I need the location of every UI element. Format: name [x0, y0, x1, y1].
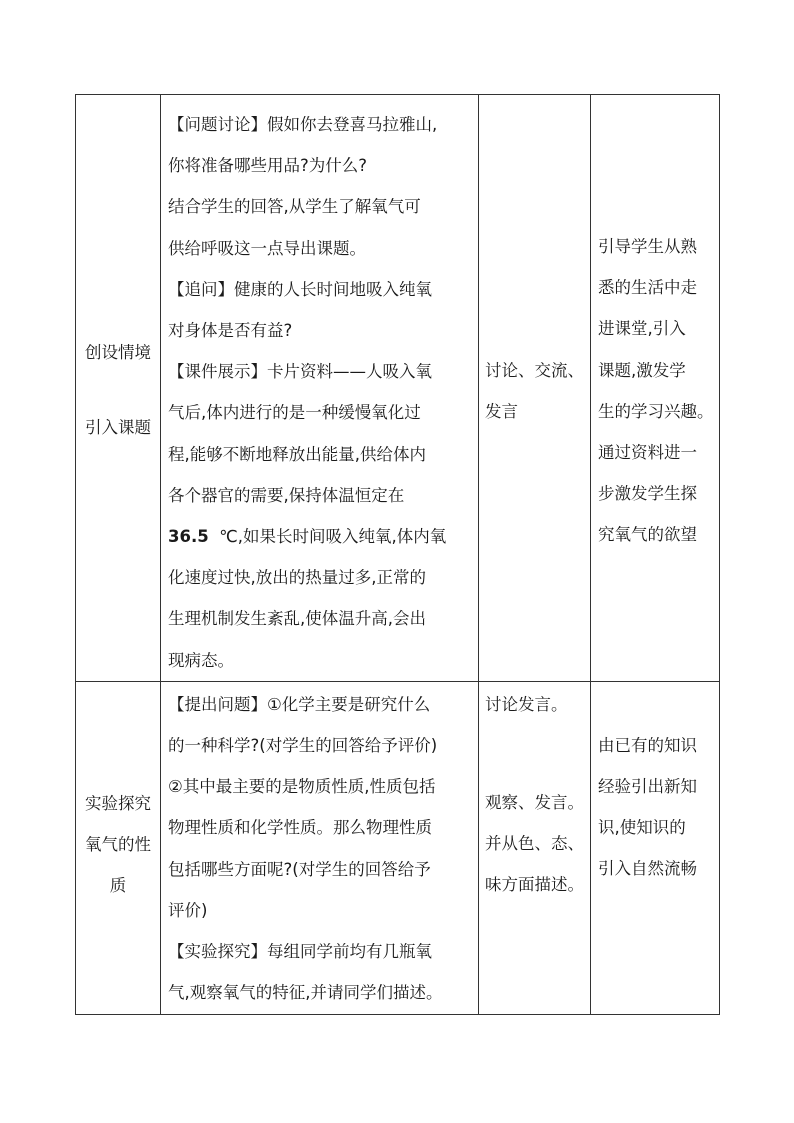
teacher-line-text: ℃,如果长时间吸入纯氧,体内氧	[219, 527, 447, 547]
teacher-line: 现病态。	[168, 650, 234, 670]
intent-line: 步激发学生探	[598, 484, 697, 504]
stage-cell	[76, 681, 161, 1014]
teacher-line: 程,能够不断地释放出能量,供给体内	[168, 444, 426, 464]
teacher-line: 气,观察氧气的特征,并请同学们描述。	[168, 983, 443, 1003]
stage-cell	[76, 95, 161, 682]
teacher-line: 结合学生的回答,从学生了解氧气可	[168, 197, 421, 217]
design-intent-cell	[591, 681, 720, 1014]
intent-line: 课题,激发学	[598, 360, 686, 380]
design-intent-cell	[591, 95, 720, 682]
teacher-line	[168, 516, 478, 557]
temperature-value: 36.5	[168, 527, 209, 547]
stage-label: 引入课题	[85, 417, 151, 437]
teacher-line: 【提出问题】①化学主要是研究什么	[168, 694, 431, 714]
teacher-line: 气后,体内进行的是一种缓慢氧化过	[168, 403, 421, 423]
teacher-line: 化速度过快,放出的热量过多,正常的	[168, 568, 426, 588]
teacher-activity-cell	[161, 681, 479, 1014]
teacher-line: 供给呼吸这一点导出课题。	[168, 238, 366, 258]
student-line: 讨论发言。	[485, 694, 568, 714]
teacher-line: 对身体是否有益?	[168, 321, 293, 341]
table-row	[76, 95, 720, 682]
teacher-line: 生理机制发生紊乱,使体温升高,会出	[168, 609, 426, 629]
teacher-line: 【追问】健康的人长时间地吸入纯氧	[168, 279, 432, 299]
intent-line: 识,使知识的	[598, 818, 686, 838]
intent-line: 通过资料进一	[598, 443, 697, 463]
intent-line: 生的学习兴趣。	[598, 401, 714, 421]
student-line: 观察、发言。	[485, 793, 584, 813]
student-line: 发言	[485, 402, 518, 422]
student-activity-cell	[479, 95, 591, 682]
teacher-line: ②其中最主要的是物质性质,性质包括	[168, 777, 436, 797]
intent-line: 经验引出新知	[598, 777, 697, 797]
intent-line: 悉的生活中走	[598, 278, 697, 298]
intent-line: 由已有的知识	[598, 735, 697, 755]
stage-label: 实验探究	[85, 794, 151, 814]
teacher-line: 各个器官的需要,保持体温恒定在	[168, 485, 405, 505]
student-line: 并从色、态、	[485, 834, 584, 854]
teacher-line: 【课件展示】卡片资料——人吸入氧	[168, 362, 432, 382]
stage-label: 质	[109, 876, 127, 896]
teacher-line: 的一种科学?(对学生的回答给予评价)	[168, 736, 438, 756]
teacher-line: 你将准备哪些用品?为什么?	[168, 156, 368, 176]
intent-line: 进课堂,引入	[598, 319, 686, 339]
teacher-activity-cell	[161, 95, 479, 682]
student-line: 讨论、交流、	[485, 361, 584, 380]
stage-label: 氧气的性	[85, 835, 151, 855]
intent-line: 引导学生从熟	[598, 237, 697, 256]
teacher-line: 评价)	[168, 900, 208, 920]
student-activity-cell	[479, 681, 591, 1014]
teacher-line: 【实验探究】每组同学前均有几瓶氧	[168, 942, 432, 962]
lesson-plan-table	[75, 94, 720, 1015]
intent-line: 引入自然流畅	[598, 859, 697, 879]
teacher-line: 包括哪些方面呢?(对学生的回答给予	[168, 859, 431, 879]
teacher-line: 物理性质和化学性质。那么物理性质	[168, 818, 432, 838]
student-line: 味方面描述。	[485, 875, 584, 895]
table-row	[76, 681, 720, 1014]
teacher-line: 【问题讨论】假如你去登喜马拉雅山,	[168, 115, 438, 134]
stage-label: 创设情境	[85, 342, 151, 362]
intent-line: 究氧气的欲望	[598, 525, 697, 545]
